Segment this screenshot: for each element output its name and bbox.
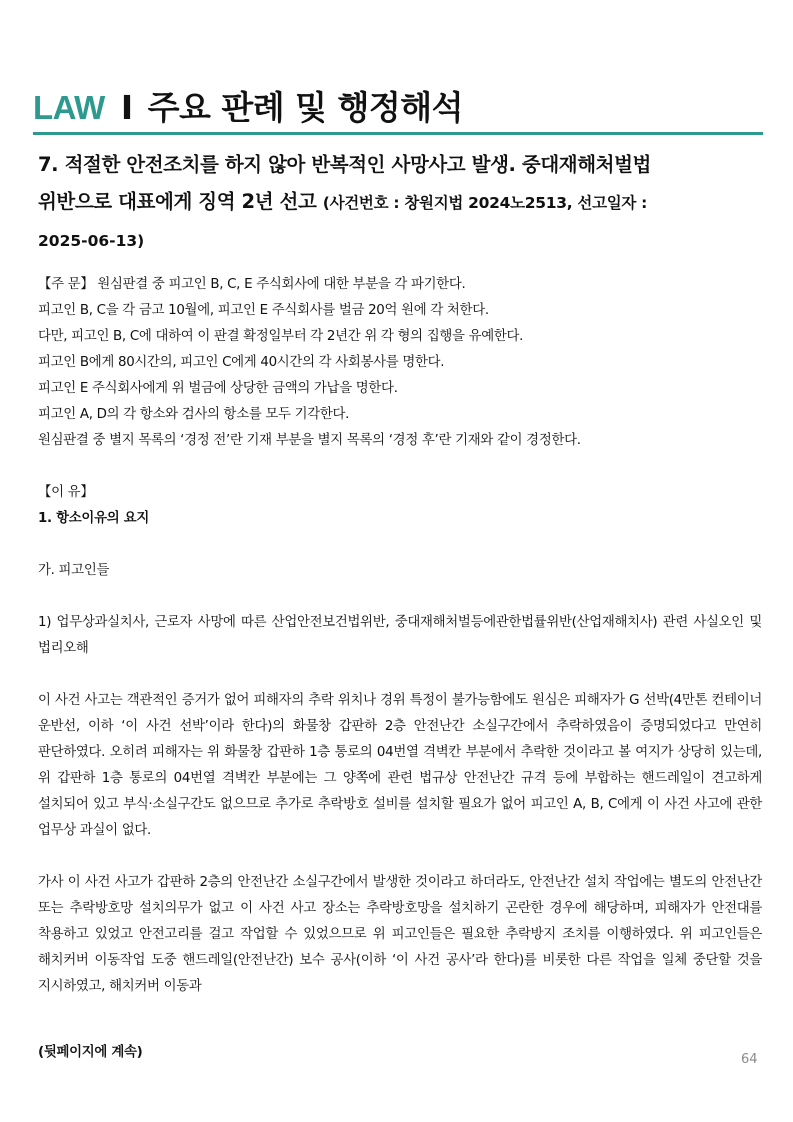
header-divider <box>33 132 763 135</box>
section-heading: 1. 항소이유의 요지 <box>38 511 149 526</box>
case-title-line1: 7. 적절한 안전조치를 하지 않아 반복적인 사망사고 발생. 중대재해처벌법 <box>38 153 651 176</box>
page-number: 64 <box>741 1052 758 1067</box>
body-paragraph: 이 사건 사고는 객관적인 증거가 없어 피해자의 추락 위치나 경위 특정이 불가능함에도 원심은 피해자가 G 선박(4만톤 컨테이너 운반선, 이하 ‘이 사건 선박’이라 한다)의 화물창 갑판하 2층 안전난간 소실구간에서 추락하였음이 증명되었다고 만연히 판단하였다. 오히려 피해자는 위 화물창 갑판하 1층 통로의 04번열 격벽칸 부분에서 추락한 것이라고 볼 여지가 상당히 있는데, 위 갑판하 1층 통로의 04번열 격벽칸 부분에는 그 양쪽에 관련 법규상 안전난간 규격 등에 부합하는 핸드레일이 견고하게 설치되어 있고 부식·소실구간도 없으므로 추가로 추락방호 설비를 설치할 필요가 없어 피고인 A, B, C에게 이 사건 사고에 관한 업무상 과실이 없다. <box>38 693 762 838</box>
verdict-line: 피고인 B, C을 각 금고 10월에, 피고인 E 주식회사를 벌금 20억 원에 각 처한다. <box>38 303 489 318</box>
continued-note: (뒷페이지에 계속) <box>38 1045 143 1060</box>
item-heading: 1) 업무상과실치사, 근로자 사망에 따른 산업안전보건법위반, 중대재해처벌등에관한법률위반(산업재해치사) 관련 사실오인 및 법리오해 <box>38 615 762 656</box>
title-separator: I <box>120 88 133 127</box>
document-body <box>38 272 762 1000</box>
section-title <box>33 84 763 132</box>
verdict-line: 다만, 피고인 B, C에 대하여 이 판결 확정일부터 각 2년간 위 각 형의 집행을 유예한다. <box>38 329 524 344</box>
verdict-line: 피고인 A, D의 각 항소와 검사의 항소를 모두 기각한다. <box>38 407 350 422</box>
case-title <box>38 146 762 260</box>
case-date: 2025-06-13) <box>38 232 145 250</box>
subsection-heading: 가. 피고인들 <box>38 563 110 578</box>
case-title-main: 위반으로 대표에게 징역 2년 선고 <box>38 190 317 213</box>
verdict-line: 원심판결 중 별지 목록의 ‘경정 전’란 기재 부분을 별지 목록의 ‘경정 후’란 기재와 같이 경정한다. <box>38 433 581 448</box>
verdict-line: 피고인 B에게 80시간의, 피고인 C에게 40시간의 각 사회봉사를 명한다. <box>38 355 445 370</box>
law-label: LAW <box>33 89 105 126</box>
body-paragraph: 가사 이 사건 사고가 갑판하 2층의 안전난간 소실구간에서 발생한 것이라고 하더라도, 안전난간 설치 작업에는 별도의 안전난간 또는 추락방호망 설치의무가 없고 이 사건 사고 장소는 추락방호망을 설치하기 곤란한 경우에 해당하며, 피해자가 안전대를 착용하고 있었고 안전고리를 걸고 작업할 수 있었으므로 위 피고인들은 필요한 추락방지 조치를 이행하였다. 위 피고인들은 해치커버 이동작업 도중 핸드레일(안전난간) 보수 공사(이하 ‘이 사건 공사’라 한다)를 비롯한 다른 작업을 일체 중단할 것을 지시하였고, 해치커버 이동과 <box>38 875 762 994</box>
verdict-line: 【주 문】 원심판결 중 피고인 B, C, E 주식회사에 대한 부분을 각 파기한다. <box>38 277 466 292</box>
section-header <box>33 84 763 132</box>
section-title-text: 주요 판례 및 행정해석 <box>147 88 463 127</box>
case-title-line2 <box>38 183 762 222</box>
verdict-line: 피고인 E 주식회사에게 위 벌금에 상당한 금액의 가납을 명한다. <box>38 381 398 396</box>
reasons-heading: 【이 유】 <box>38 485 94 500</box>
case-reference: (사건번호 : 창원지법 2024노2513, 선고일자 : <box>322 194 648 212</box>
